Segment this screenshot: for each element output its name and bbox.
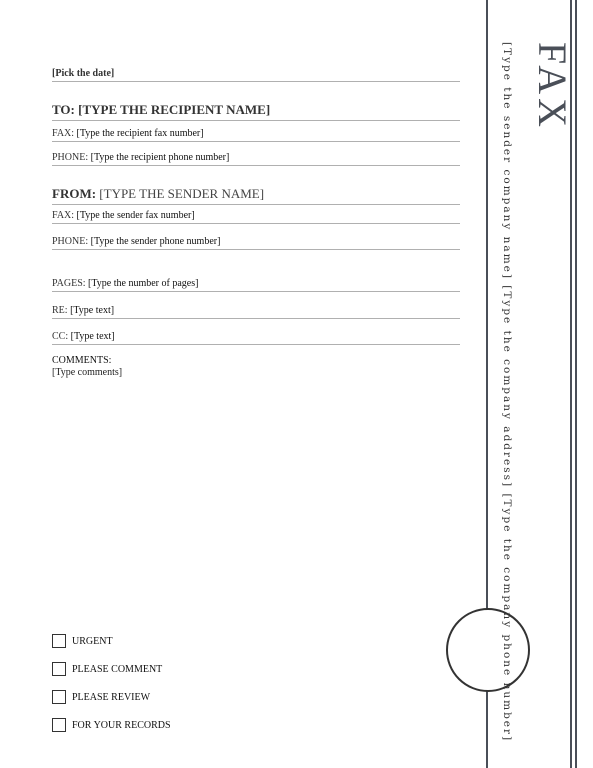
decorative-circle [446,608,530,692]
checkbox-box[interactable] [52,718,66,732]
checkbox-for-your-records[interactable] [52,717,171,733]
recipient-fax-value[interactable]: [Type the recipient fax number] [76,128,204,139]
recipient-phone-value[interactable]: [Type the recipient phone number] [90,152,230,163]
cc-value[interactable]: [Type text] [70,331,115,342]
pages-value[interactable]: [Type the number of pages] [88,278,199,289]
checkbox-label: URGENT [72,635,113,647]
recipient-fax-label: FAX: [52,128,75,139]
checkbox-box[interactable] [52,690,66,704]
recipient-phone-field[interactable] [52,152,460,166]
to-label: TO: [52,102,75,117]
sender-name[interactable]: [TYPE THE SENDER NAME] [99,186,265,201]
re-label: RE: [52,305,68,316]
recipient-fax-field[interactable] [52,128,460,142]
pages-label: PAGES: [52,278,86,289]
sender-fax-value[interactable]: [Type the sender fax number] [76,210,195,221]
checkbox-please-comment[interactable] [52,661,162,677]
sender-fax-label: FAX: [52,210,75,221]
checkbox-box[interactable] [52,634,66,648]
cc-label: CC: [52,331,69,342]
recipient-phone-label: PHONE: [52,152,89,163]
checkbox-label: FOR YOUR RECORDS [72,719,171,731]
comments-label: COMMENTS: [52,355,112,366]
sender-fax-field[interactable] [52,210,460,224]
checkbox-urgent[interactable] [52,633,113,649]
sender-phone-value[interactable]: [Type the sender phone number] [90,236,221,247]
checkbox-label: PLEASE COMMENT [72,663,163,675]
checkbox-label: PLEASE REVIEW [72,691,151,703]
re-field[interactable] [52,305,460,319]
from-field[interactable] [52,186,460,205]
to-field[interactable] [52,102,460,121]
date-field[interactable]: [Pick the date] [52,68,460,82]
sender-phone-field[interactable] [52,236,460,250]
pages-field[interactable] [52,278,460,292]
checkbox-box[interactable] [52,662,66,676]
from-label: FROM: [52,186,97,201]
fax-title: FAX [530,42,575,132]
vertical-rule-right-outer [575,0,577,768]
sender-phone-label: PHONE: [52,236,89,247]
comments-value[interactable]: [Type comments] [52,367,123,378]
cc-field[interactable] [52,331,460,345]
re-value[interactable]: [Type text] [70,305,115,316]
sender-info[interactable]: [Type the sender company name] [Type the company address] [Type the company phone number] [501,42,513,743]
checkbox-please-review[interactable] [52,689,150,705]
recipient-name[interactable]: [TYPE THE RECIPIENT NAME] [78,102,271,117]
